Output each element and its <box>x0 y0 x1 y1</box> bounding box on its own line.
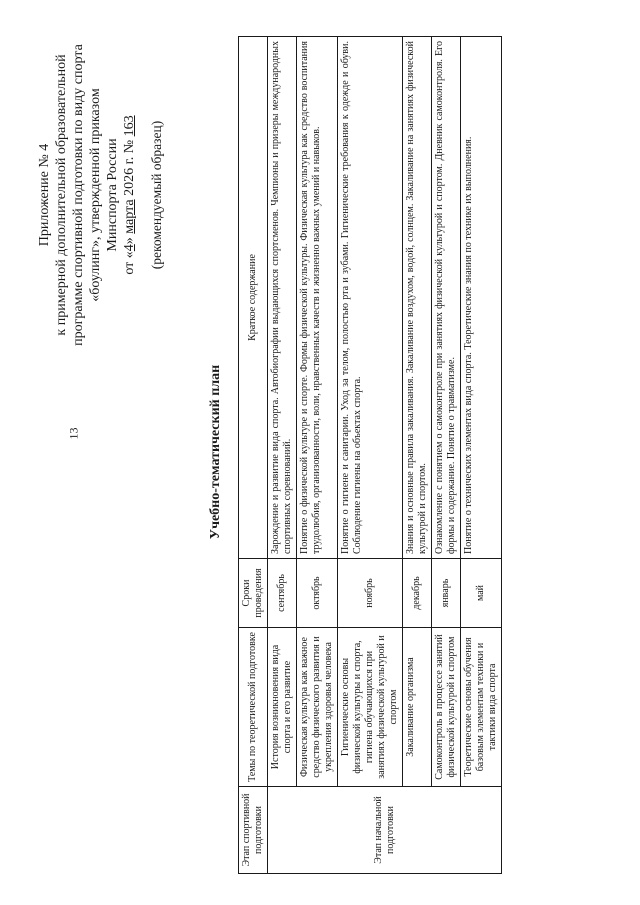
topic-cell: Самоконтроль в процессе занятий физической культурой и спортом <box>432 628 461 787</box>
curriculum-table <box>238 36 502 874</box>
heading-line: Минспорта России <box>105 138 120 252</box>
table-row <box>338 37 403 874</box>
term-cell: ноябрь <box>338 559 403 628</box>
table-header-row <box>239 37 268 874</box>
stage-cell: Этап начальной подготовки <box>268 787 502 874</box>
topic-cell: Закаливание организма <box>403 628 432 787</box>
term-cell: май <box>461 559 502 628</box>
description-cell: Ознакомление с понятием о самоконтроле при занятиях физической культурой и спортом. Дневник самоконтроля. Его формы и содержание. Понятие о травматизме. <box>432 37 461 559</box>
heading-line: «боулинг», утвержденной приказом <box>88 88 103 302</box>
appendix-heading <box>36 30 165 360</box>
description-cell: Понятие о технических элементах вида спорта. Теоретические знания по технике их выполнения. <box>461 37 502 559</box>
page-number: 13 <box>66 427 81 440</box>
heading-line: к примерной дополнительной образовательной <box>54 54 69 336</box>
topic-cell: История возникновения вида спорта и его развитие <box>268 628 297 787</box>
order-date-line <box>121 30 138 360</box>
date-prefix: от « <box>122 251 137 275</box>
date-year: 2026 г. № <box>122 136 137 200</box>
description-cell: Понятие о физической культуре и спорте. Формы физической культуры. Физическая культура как средство воспитания трудолюбия, организованности, воли, нравственных качеств и жизненно важных умений и навыков. <box>297 37 338 559</box>
topic-cell: Гигиенические основы физической культуры и спорта, гигиена обучающихся при занятиях физической культурой и спортом <box>338 628 403 787</box>
heading-line: программе спортивной подготовки по виду спорта <box>71 44 86 346</box>
term-cell: декабрь <box>403 559 432 628</box>
header-description: Краткое содержание <box>239 37 268 559</box>
sample-note: (рекомендуемый образец) <box>149 120 164 270</box>
description-cell: Понятие о гигиене и санитарии. Уход за телом, полостью рта и зубами. Гигиенические требования к одежде и обуви. Соблюдение гигиены на объектах спорта. <box>338 37 403 559</box>
header-topic: Темы по теоретической подготовке <box>239 628 268 787</box>
table-row <box>432 37 461 874</box>
document-sheet <box>30 22 590 882</box>
table-title: Учебно-тематический план <box>208 364 223 540</box>
description-cell: Зарождение и развитие вида спорта. Автобиографии выдающихся спортсменов. Чемпионы и призеры международных спортивных соревнований. <box>268 37 297 559</box>
topic-cell: Физическая культура как важное средство физического развития и укрепления здоровья человека <box>297 628 338 787</box>
table-row <box>268 37 297 874</box>
table-row <box>403 37 432 874</box>
term-cell: сентябрь <box>268 559 297 628</box>
heading-line: Приложение № 4 <box>37 143 52 247</box>
header-stage: Этап спортивной подготовки <box>239 787 268 874</box>
term-cell: октябрь <box>297 559 338 628</box>
topic-cell: Теоретические основы обучения базовым элементам техники и тактики вида спорта <box>461 628 502 787</box>
term-cell: январь <box>432 559 461 628</box>
description-cell: Знания и основные правила закаливания. Закаливание воздухом, водой, солнцем. Закаливание на занятиях физической культурой и спортом. <box>403 37 432 559</box>
date-mid: » <box>122 233 137 245</box>
order-number: 163 <box>122 115 137 137</box>
table-row <box>461 37 502 874</box>
table-row <box>297 37 338 874</box>
date-day: 4 <box>122 244 137 252</box>
date-month: марта <box>122 199 137 234</box>
header-term: Сроки проведения <box>239 559 268 628</box>
